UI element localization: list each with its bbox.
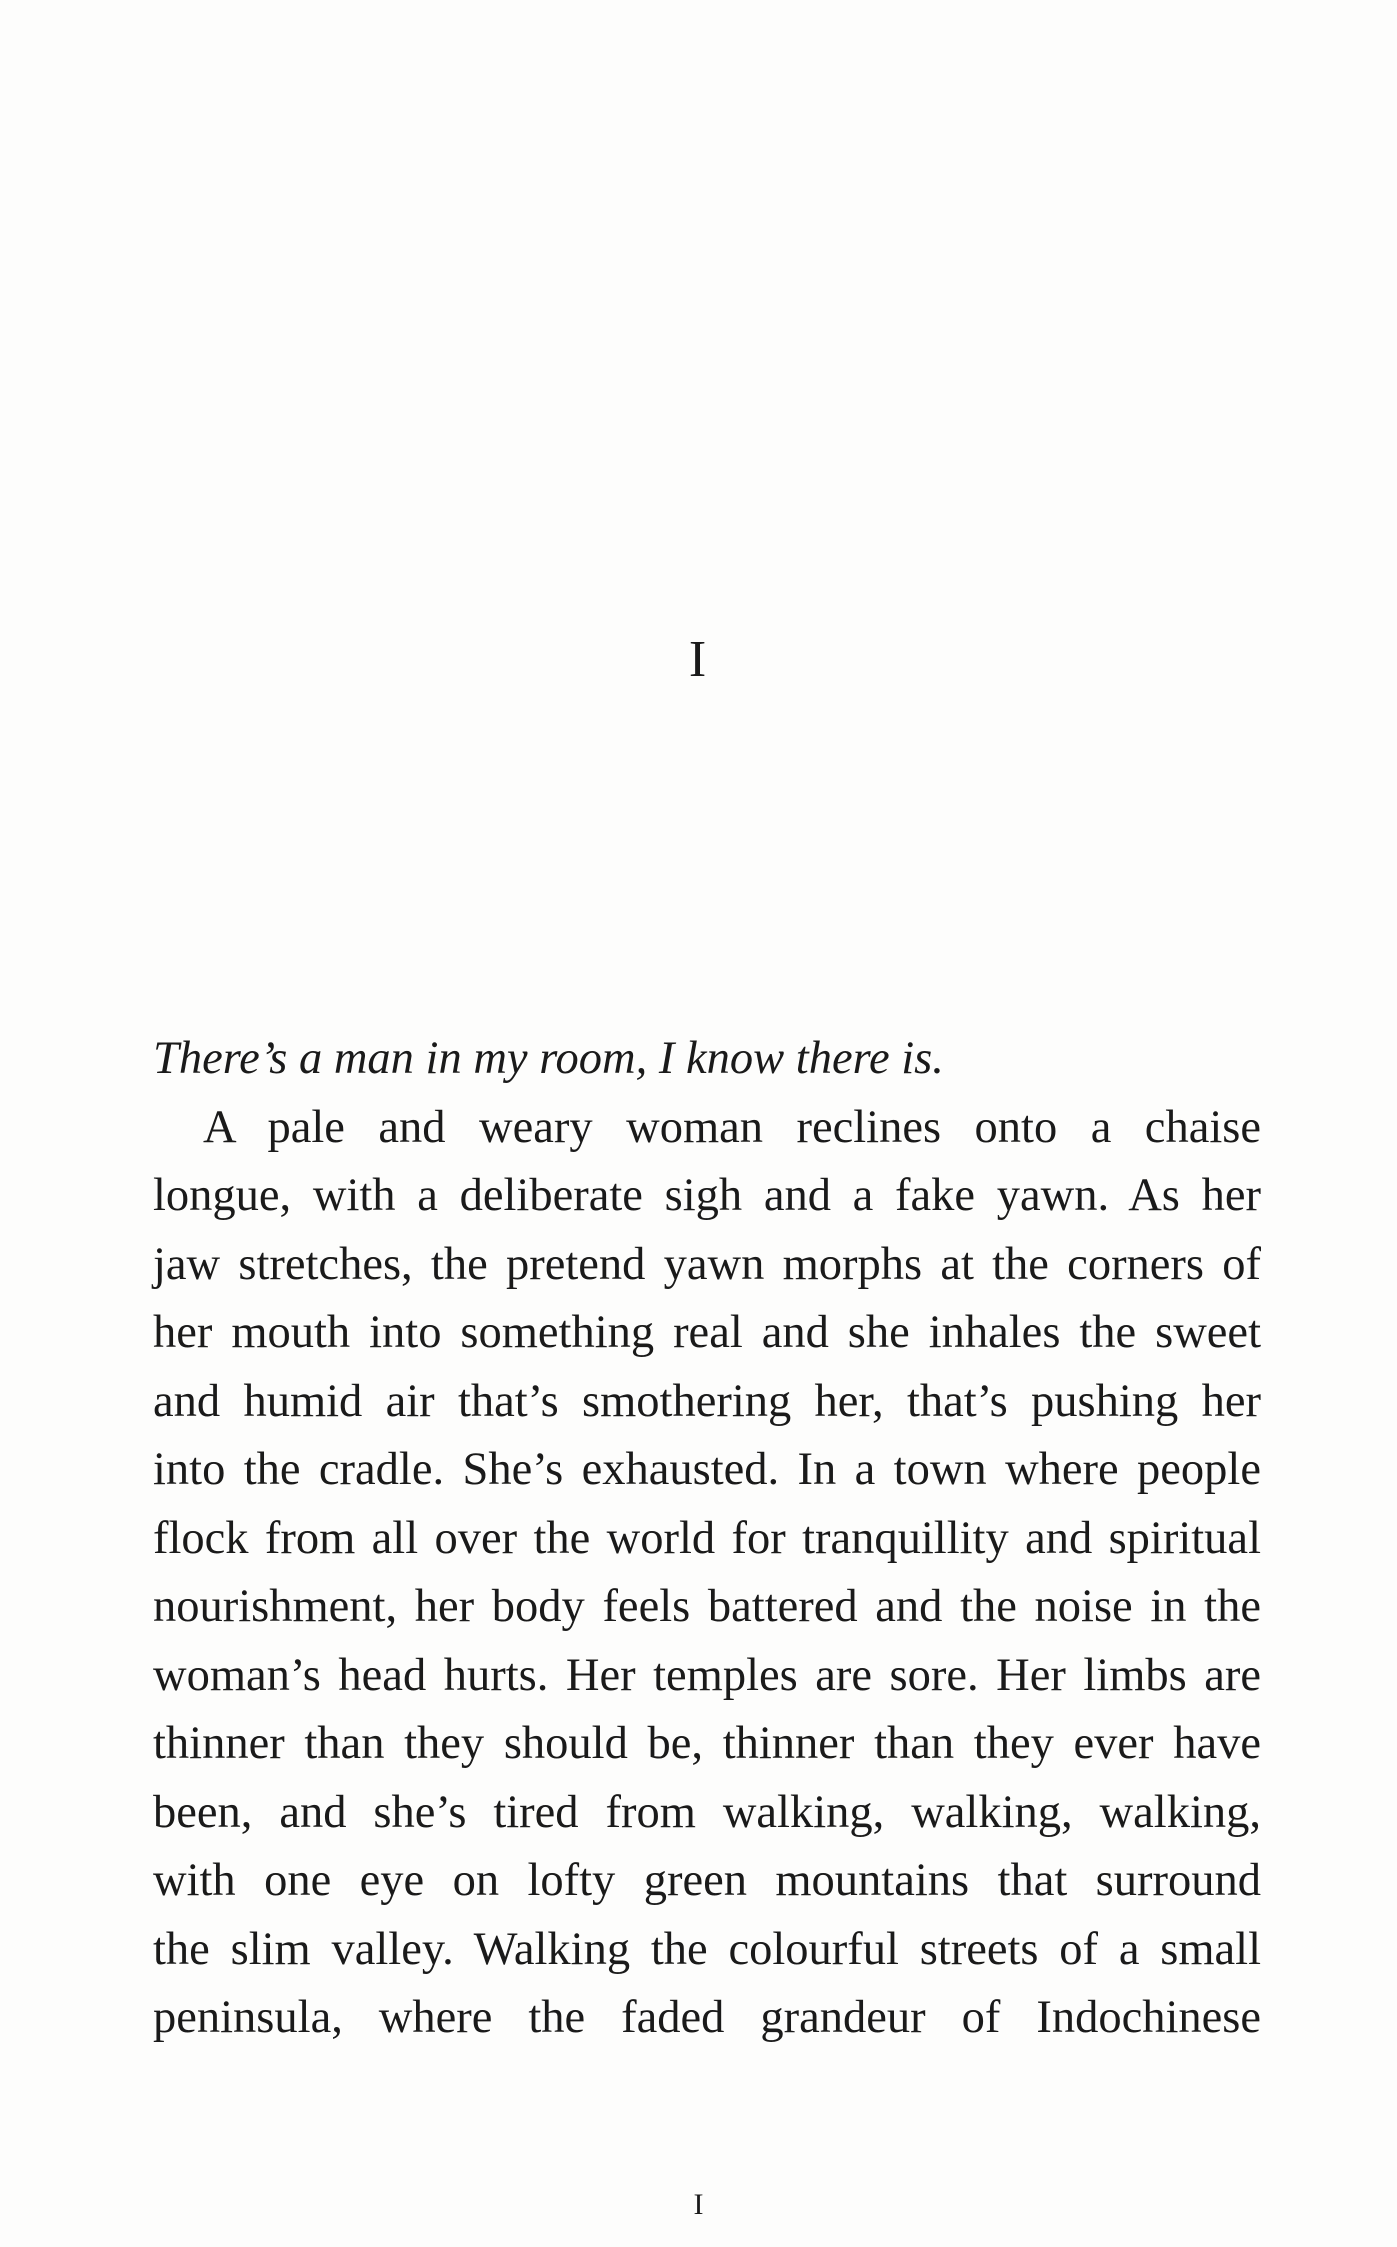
text-line: woman’s head hurts. Her temples are sore. Her limbs are bbox=[153, 1649, 1261, 1701]
text-line: longue, with a deliberate sigh and a fake yawn. As her bbox=[153, 1170, 1261, 1221]
body-text bbox=[153, 1025, 1261, 2053]
text-line: peninsula, where the faded grandeur of Indochinese bbox=[153, 1992, 1261, 2043]
text-line: been, and she’s tired from walking, walking, walking, bbox=[153, 1786, 1261, 1838]
text-line: thinner than they should be, thinner than they ever have bbox=[153, 1718, 1261, 1769]
chapter-number: I bbox=[688, 631, 709, 688]
page-number: I bbox=[693, 2188, 704, 2221]
text-line: A pale and weary woman reclines onto a chaise bbox=[203, 1101, 1261, 1153]
opening-line: There’s a man in my room, I know there is. bbox=[153, 1033, 944, 1084]
text-line: flock from all over the world for tranquillity and spiritual bbox=[153, 1512, 1261, 1564]
text-line: her mouth into something real and she inhales the sweet bbox=[153, 1307, 1261, 1358]
text-line: into the cradle. She’s exhausted. In a town where people bbox=[153, 1444, 1261, 1495]
text-line: jaw stretches, the pretend yawn morphs at the corners of bbox=[153, 1238, 1261, 1290]
text-line: with one eye on lofty green mountains that surround bbox=[153, 1855, 1261, 1906]
text-line: nourishment, her body feels battered and the noise in the bbox=[153, 1581, 1261, 1632]
text-line: and humid air that’s smothering her, that’s pushing her bbox=[153, 1375, 1261, 1427]
text-line: the slim valley. Walking the colourful streets of a small bbox=[153, 1923, 1261, 1975]
